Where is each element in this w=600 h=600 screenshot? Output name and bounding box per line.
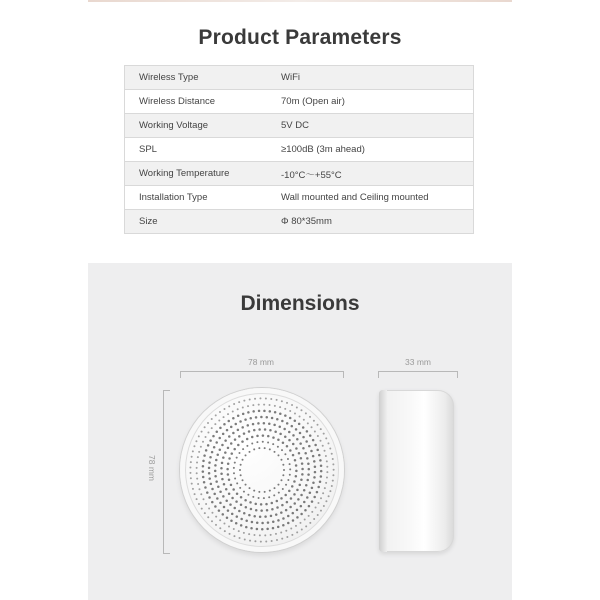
height-dimension-bracket [163,390,170,554]
device-front-view-image [180,388,344,552]
parameter-row [125,162,474,186]
depth-dimension-label: 33 mm [405,357,431,367]
parameter-row [125,210,474,234]
height-dimension-label: 78 mm [147,455,157,481]
parameter-label: Working Temperature [125,162,268,186]
parameter-label: Installation Type [125,186,268,210]
parameter-value: ≥100dB (3m ahead) [267,138,474,162]
product-parameters-title: Product Parameters [198,26,402,49]
device-side-edge [379,390,387,552]
dimensions-title: Dimensions [240,292,360,315]
width-dimension-bracket [180,371,344,378]
parameter-value: 70m (Open air) [267,90,474,114]
parameter-value: Φ 80*35mm [267,210,474,234]
parameter-label: SPL [125,138,268,162]
width-dimension-label: 78 mm [248,357,274,367]
parameter-value: 5V DC [267,114,474,138]
parameter-row [125,186,474,210]
parameter-row [125,114,474,138]
parameters-table [124,65,474,234]
parameter-value: -10°C～+55°C [267,162,474,186]
parameter-label: Wireless Type [125,66,268,90]
parameter-row [125,90,474,114]
device-side-view-image [379,390,454,552]
parameter-value: WiFi [267,66,474,90]
parameter-label: Wireless Distance [125,90,268,114]
parameter-value: Wall mounted and Ceiling mounted [267,186,474,210]
depth-dimension-bracket [378,371,458,378]
parameter-label: Size [125,210,268,234]
top-decorative-strip [88,0,512,2]
speaker-grill-icon [180,388,344,552]
parameter-label: Working Voltage [125,114,268,138]
parameter-row [125,138,474,162]
parameter-row [125,66,474,90]
